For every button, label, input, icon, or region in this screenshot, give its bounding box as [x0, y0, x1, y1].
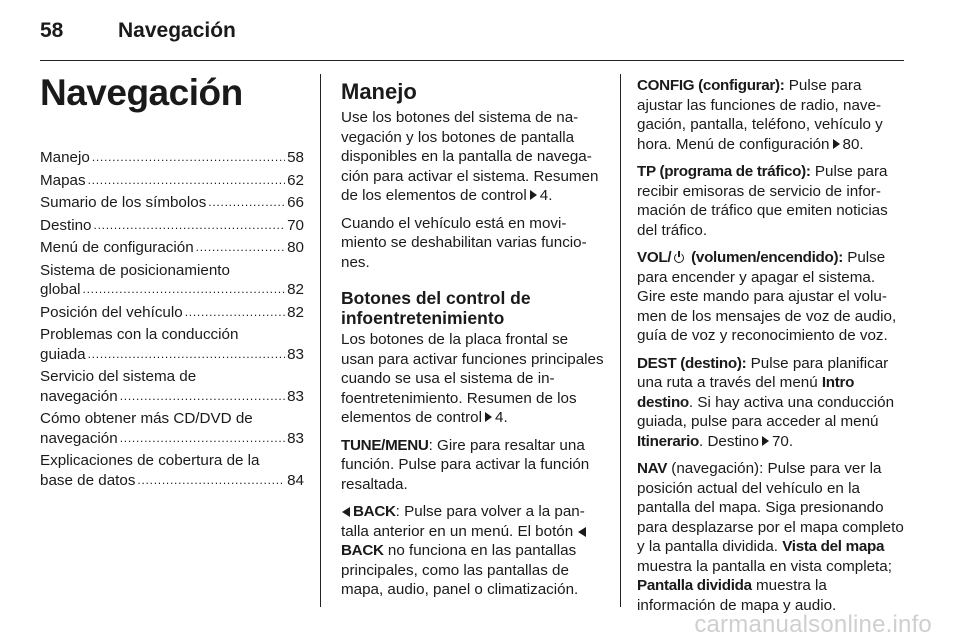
subsection-heading: Botones del control de infoentretenimiento: [341, 288, 531, 328]
toc-entry-label: Servicio del sistema de: [40, 368, 197, 385]
toc-leader-dots: [81, 280, 286, 300]
toc-entry-label: Problemas con la conducción: [40, 326, 239, 343]
toc-page-number: 80: [287, 239, 304, 256]
header-rule: [40, 60, 904, 61]
menu-name: Intro destino: [637, 374, 855, 411]
paragraph: TUNE/MENU: Gire para resaltar una función. Pulse para activar la función resaltada.: [341, 436, 590, 493]
toc-entry[interactable]: [40, 325, 304, 364]
toc-entry-label: Mapas: [40, 171, 86, 189]
menu-name: Itinerario: [637, 432, 699, 450]
page-reference-icon: [762, 436, 769, 446]
term-label: VOL/: [637, 249, 672, 266]
paragraph: CONFIG (configurar): Pulse para ajustar las funciones de radio, navegación, pantalla, teléfono, vehículo y hora. Menú de configuración 80.: [637, 77, 883, 153]
toc-entry[interactable]: [40, 261, 304, 300]
toc-page-number: 66: [287, 194, 304, 211]
page-reference[interactable]: 80.: [842, 135, 864, 153]
toc-entry-label: Sistema de posicionamiento: [40, 261, 230, 279]
term-label: CONFIG (configurar):: [637, 77, 785, 94]
toc-page-number: 84: [287, 471, 304, 489]
menu-name: Pantalla dividida: [637, 577, 752, 594]
toc-page-number: 83: [287, 387, 304, 405]
toc-entry[interactable]: [40, 367, 304, 406]
toc-entry-label: Cómo obtener más CD/DVD de: [40, 410, 253, 427]
term-label: BACK: [353, 503, 396, 520]
toc-leader-dots: [206, 193, 285, 213]
back-arrow-icon: [342, 507, 350, 517]
toc-entry-label: navegación: [40, 429, 118, 447]
toc-entry[interactable]: [40, 171, 304, 191]
toc-entry-label: Menú de configuración: [40, 239, 194, 256]
term-label: DEST (destino):: [637, 354, 747, 372]
toc-entry-label: Posición del vehículo: [40, 303, 183, 321]
toc-page-number: 83: [287, 429, 304, 447]
term-label: NAV: [637, 460, 668, 477]
toc-entry-label: global: [40, 281, 81, 298]
page-reference-icon: [530, 190, 537, 200]
toc-page-number: 82: [287, 303, 304, 321]
toc-leader-dots: [194, 238, 285, 258]
toc-page-number: 83: [287, 345, 304, 363]
section-heading: Manejo: [341, 79, 417, 104]
toc-leader-dots: [86, 345, 285, 365]
term-label: TUNE/MENU: [341, 436, 429, 454]
column-divider: [620, 74, 621, 607]
page-reference[interactable]: 4.: [539, 187, 553, 204]
paragraph: VOL/ (volumen/encendido): Pulse para encender y apagar el sistema. Gire este mando para ajustar el volumen de los mensajes de voz de audio, guía de voz y reconocimiento de voz.: [637, 249, 897, 344]
toc-leader-dots: [90, 148, 285, 168]
toc-page-number: 82: [287, 281, 304, 298]
menu-name: Vista del mapa: [782, 538, 885, 555]
toc-entry[interactable]: [40, 451, 304, 490]
page-reference[interactable]: 4.: [495, 409, 508, 426]
toc-entry[interactable]: [40, 193, 304, 213]
toc-entry-label: Destino: [40, 216, 92, 234]
paragraph: BACK: Pulse para volver a la pantalla anterior en un menú. El botón BACK no funciona en las pantallas principales, como las pantallas de mapa, audio, panel o climatización.: [341, 503, 585, 598]
toc-leader-dots: [92, 216, 286, 236]
toc-leader-dots: [135, 471, 285, 491]
paragraph: TP (programa de tráfico): Pulse para recibir emisoras de servicio de información de tráfico que emiten noticias del tráfico.: [637, 163, 888, 239]
toc-entry-label: navegación: [40, 387, 118, 405]
paragraph: Cuando el vehículo está en movimiento se deshabilitan varias funciones.: [341, 214, 587, 271]
toc-page-number: 62: [287, 171, 304, 189]
toc-page-number: 58: [287, 149, 304, 166]
column-manejo: [341, 80, 605, 608]
toc-entry[interactable]: [40, 238, 304, 258]
toc-leader-dots: [183, 303, 285, 323]
toc-page-number: 70: [287, 216, 304, 234]
toc-entry[interactable]: [40, 409, 304, 448]
running-header: Navegación: [118, 19, 236, 42]
page-reference[interactable]: 70.: [771, 432, 794, 450]
toc-entry-label: guiada: [40, 345, 86, 363]
paragraph: Use los botones del sistema de navegación y los botones de pantalla disponibles en la pantalla de navegación para activar el sistema. Resumen de los elementos de control 4.: [341, 109, 599, 204]
toc-leader-dots: [86, 171, 286, 191]
term-label: BACK: [341, 542, 384, 559]
toc-entry-label: Explicaciones de cobertura de la: [40, 452, 260, 469]
toc-entry[interactable]: [40, 148, 304, 168]
page-reference-icon: [485, 412, 492, 422]
table-of-contents: [40, 148, 304, 493]
toc-leader-dots: [118, 429, 285, 449]
column-divider: [320, 74, 321, 607]
term-label: TP (programa de tráfico):: [637, 163, 811, 180]
toc-entry[interactable]: [40, 303, 304, 323]
paragraph: Los botones de la placa frontal se usan para activar funciones principales cuando se usa el sistema de infoentretenimiento. Resumen de los elementos de control 4.: [341, 331, 604, 426]
back-arrow-icon: [578, 527, 586, 537]
paragraph: DEST (destino): Pulse para planificar una ruta a través del menú Intro destino. Si hay activa una conducción guiada, pulse para acceder al menú Itinerario. Destino 70.: [637, 354, 895, 450]
toc-entry[interactable]: [40, 216, 304, 236]
toc-entry-label: Sumario de los símbolos: [40, 194, 207, 211]
toc-entry-label: base de datos: [40, 471, 136, 489]
term-label: (volumen/encendido):: [687, 249, 843, 266]
power-icon: [674, 253, 684, 263]
toc-leader-dots: [118, 387, 285, 407]
page-number: 58: [40, 19, 64, 42]
page-reference-icon: [833, 139, 840, 149]
chapter-title: Navegación: [40, 72, 243, 113]
paragraph: NAV (navegación): Pulse para ver la posición actual del vehículo en la pantalla del mapa. Siga presionando para desplazarse por el mapa completo y la pantalla dividida. Vista del mapa muestra la pantalla en vista completa; Pantalla dividida muestra la información de mapa y audio.: [637, 460, 904, 614]
toc-entry-label: Manejo: [40, 149, 90, 166]
column-controls: [637, 76, 905, 623]
watermark: carmanualsonline.info: [694, 611, 932, 638]
